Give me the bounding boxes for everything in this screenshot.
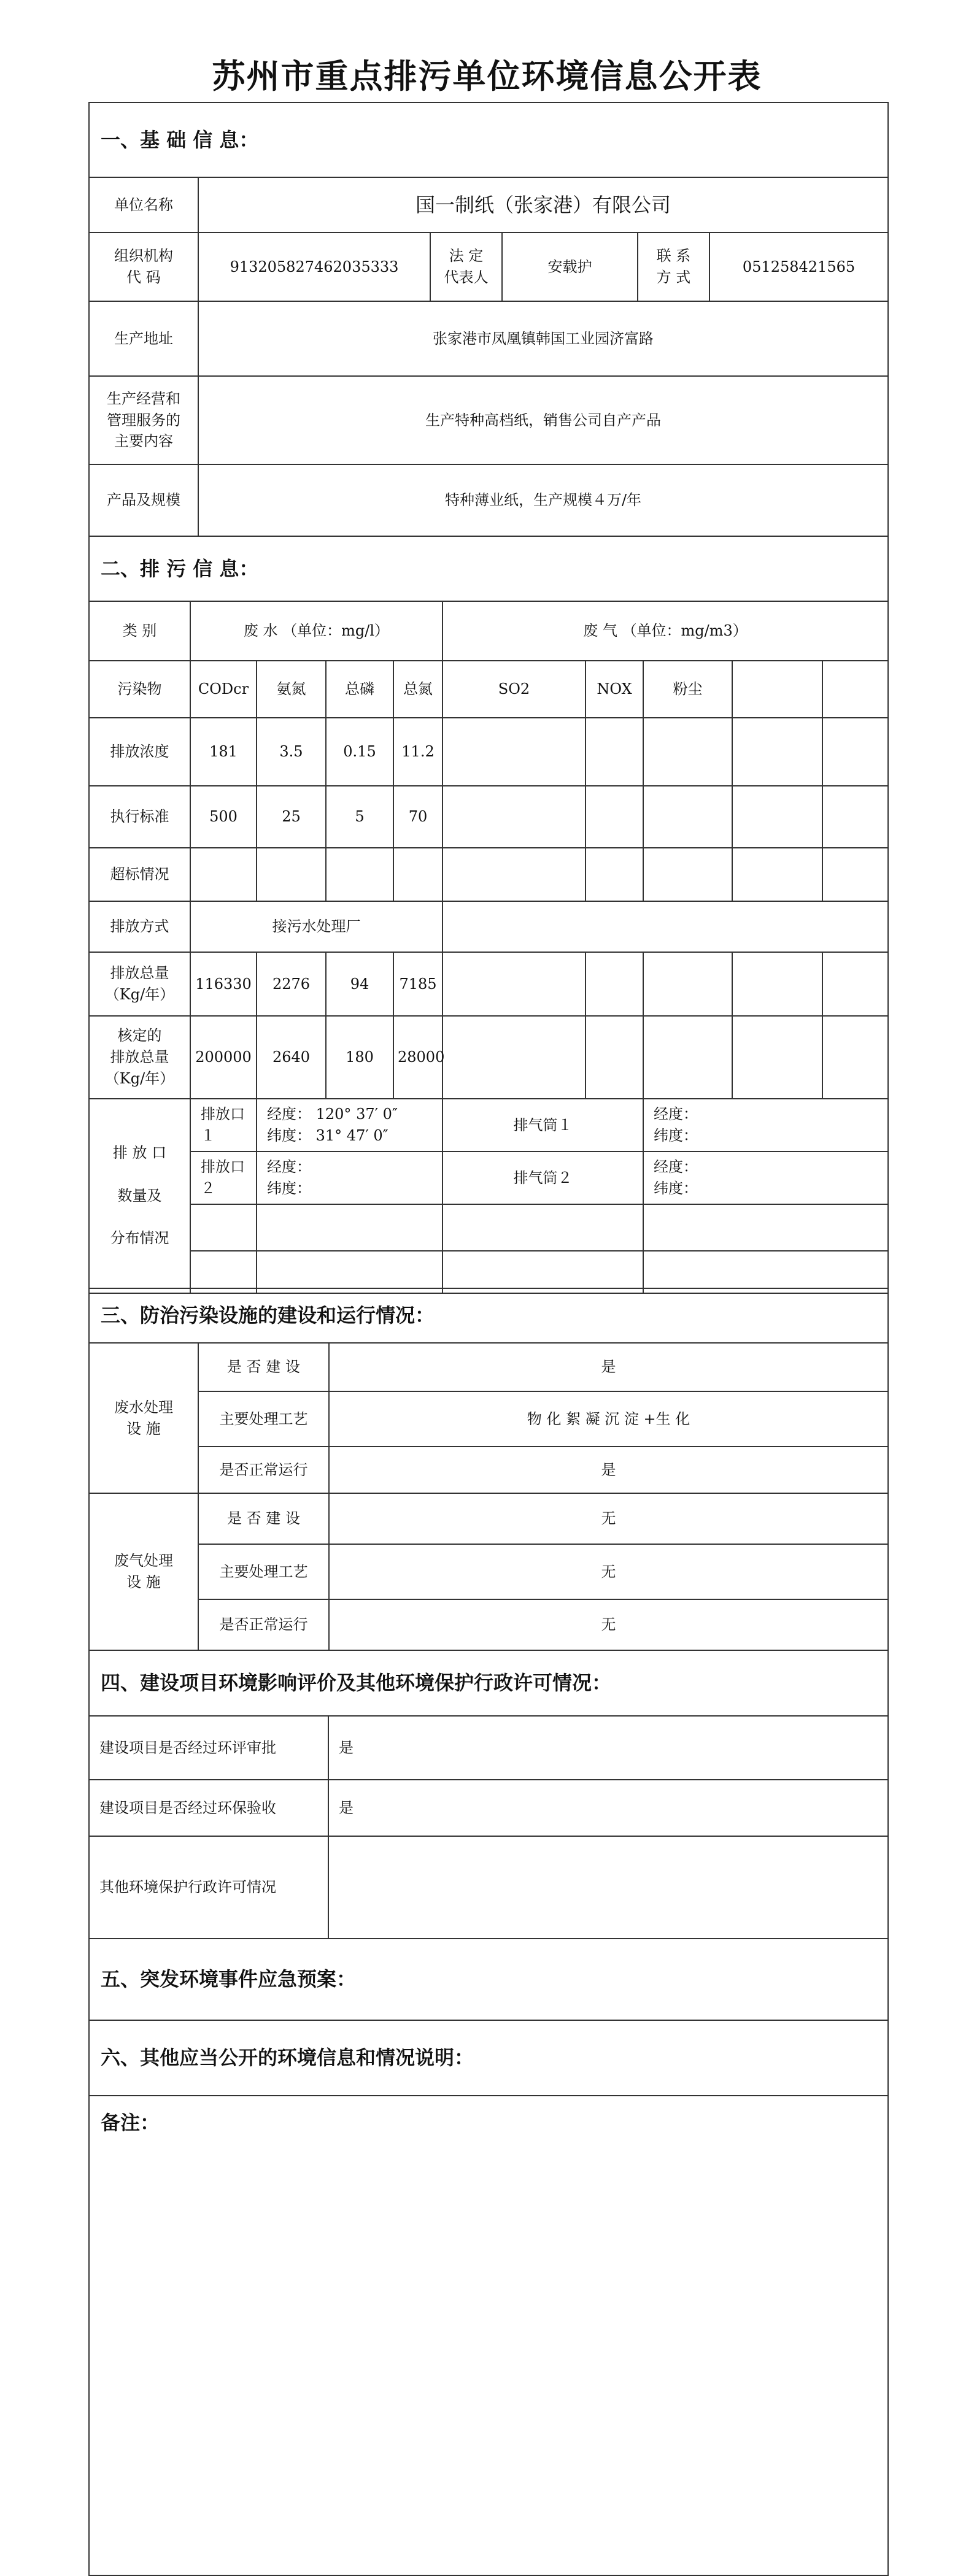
empty-cell xyxy=(732,786,822,848)
total-codcr: 116330 xyxy=(190,952,257,1016)
approved-phosphorus: 180 xyxy=(326,1016,393,1099)
empty-cell xyxy=(257,848,326,901)
empty-cell xyxy=(586,952,643,1016)
pollutant-empty-1 xyxy=(732,661,822,718)
product-label: 产品及规模 xyxy=(89,464,198,536)
outlet-2-name: 排放口２ xyxy=(190,1152,257,1204)
section-heading-emergency: 五、突发环境事件应急预案： xyxy=(89,1939,888,2020)
acceptance-value: 是 xyxy=(328,1780,888,1836)
empty-cell xyxy=(257,1204,443,1251)
method-gas-value xyxy=(443,901,888,952)
pollutant-empty-2 xyxy=(822,661,888,718)
empty-cell xyxy=(643,718,732,786)
other-permit-value xyxy=(328,1836,888,1939)
standard-ammonia: 25 xyxy=(257,786,326,848)
contact-label: 联 系 方 式 xyxy=(638,233,709,301)
other-permit-label: 其他环境保护行政许可情况 xyxy=(89,1836,328,1939)
gas-process-label: 主要处理工艺 xyxy=(198,1544,329,1599)
wastewater-facility-label: 废水处理 设 施 xyxy=(89,1343,198,1493)
empty-cell xyxy=(822,848,888,901)
concentration-phosphorus: 0.15 xyxy=(326,718,393,786)
empty-cell xyxy=(190,1251,257,1293)
empty-cell xyxy=(643,1016,732,1099)
total-phosphorus: 94 xyxy=(326,952,393,1016)
empty-cell xyxy=(822,952,888,1016)
section-heading-basic: 一、基 础 信 息： xyxy=(89,102,888,177)
gas-running-value: 无 xyxy=(329,1599,888,1650)
empty-cell xyxy=(586,786,643,848)
empty-cell xyxy=(443,1204,643,1251)
pollutant-label: 污染物 xyxy=(89,661,190,718)
address-value: 张家港市凤凰镇韩国工业园济富路 xyxy=(198,301,888,376)
standard-nitrogen: 70 xyxy=(393,786,443,848)
gas-running-label: 是否正常运行 xyxy=(198,1599,329,1650)
concentration-ammonia: 3.5 xyxy=(257,718,326,786)
empty-cell xyxy=(822,786,888,848)
exhaust-gas-header: 废 气 （单位：mg/m3） xyxy=(443,601,888,661)
empty-cell xyxy=(822,718,888,786)
empty-cell xyxy=(326,848,393,901)
empty-cell xyxy=(443,952,586,1016)
eia-label: 建设项目是否经过环评审批 xyxy=(89,1716,328,1780)
pollutant-so2: SO2 xyxy=(443,661,586,718)
method-water-value: 接污水处理厂 xyxy=(190,901,443,952)
remarks-section: 备注： xyxy=(89,2096,888,2575)
product-value: 特种薄业纸，生产规模４万/年 xyxy=(198,464,888,536)
business-value: 生产特种高档纸，销售公司自产产品 xyxy=(198,376,888,464)
empty-cell xyxy=(732,848,822,901)
emission-table xyxy=(88,536,889,1294)
water-process-label: 主要处理工艺 xyxy=(198,1391,329,1447)
water-process-value: 物 化 絮 凝 沉 淀 +生 化 xyxy=(329,1391,888,1447)
org-code-value: 913205827462035333 xyxy=(198,233,430,301)
stack-1-name: 排气筒１ xyxy=(443,1099,643,1152)
pollutant-total-nitrogen: 总氮 xyxy=(393,661,443,718)
legal-rep-value: 安载护 xyxy=(502,233,638,301)
approved-nitrogen: 28000 xyxy=(393,1016,443,1099)
concentration-nitrogen: 11.2 xyxy=(393,718,443,786)
outlet-1-coords: 经度： 120° 37′ 0″ 纬度： 31° 47′ 0″ xyxy=(257,1099,443,1152)
empty-cell xyxy=(732,952,822,1016)
pollutant-codcr: CODcr xyxy=(190,661,257,718)
water-built-value: 是 xyxy=(329,1343,888,1391)
gas-process-value: 无 xyxy=(329,1544,888,1599)
approved-codcr: 200000 xyxy=(190,1016,257,1099)
legal-rep-label: 法 定 代表人 xyxy=(430,233,502,301)
standard-codcr: 500 xyxy=(190,786,257,848)
empty-cell xyxy=(586,718,643,786)
water-running-value: 是 xyxy=(329,1447,888,1493)
basic-info-table xyxy=(88,102,889,537)
gas-built-label: 是 否 建 设 xyxy=(198,1493,329,1544)
facilities-table xyxy=(88,1288,889,1651)
pollutant-nox: NOX xyxy=(586,661,643,718)
section-heading-other-info: 六、其他应当公开的环境信息和情况说明： xyxy=(89,2020,888,2096)
address-label: 生产地址 xyxy=(89,301,198,376)
stack-2-coords: 经度： 纬度： xyxy=(643,1152,888,1204)
concentration-codcr: 181 xyxy=(190,718,257,786)
concentration-label: 排放浓度 xyxy=(89,718,190,786)
water-running-label: 是否正常运行 xyxy=(198,1447,329,1493)
empty-cell xyxy=(586,1016,643,1099)
business-label: 生产经营和 管理服务的 主要内容 xyxy=(89,376,198,464)
pollutant-ammonia: 氨氮 xyxy=(257,661,326,718)
empty-cell xyxy=(443,848,586,901)
standard-phosphorus: 5 xyxy=(326,786,393,848)
total-nitrogen: 7185 xyxy=(393,952,443,1016)
empty-cell xyxy=(643,786,732,848)
empty-cell xyxy=(443,1016,586,1099)
empty-cell xyxy=(643,1204,888,1251)
empty-cell xyxy=(643,1251,888,1293)
exceed-label: 超标情况 xyxy=(89,848,190,901)
outlet-2-coords: 经度： 纬度： xyxy=(257,1152,443,1204)
water-built-label: 是 否 建 设 xyxy=(198,1343,329,1391)
section-heading-emission: 二、排 污 信 息： xyxy=(89,536,888,601)
empty-cell xyxy=(643,952,732,1016)
outlet-1-name: 排放口１ xyxy=(190,1099,257,1152)
org-code-label: 组织机构 代 码 xyxy=(89,233,198,301)
stack-2-name: 排气筒２ xyxy=(443,1152,643,1204)
approved-label: 核定的 排放总量 （Kg/年） xyxy=(89,1016,190,1099)
unit-name-label: 单位名称 xyxy=(89,177,198,233)
empty-cell xyxy=(443,1251,643,1293)
permits-table xyxy=(88,1650,889,2576)
empty-cell xyxy=(732,718,822,786)
empty-cell xyxy=(190,1204,257,1251)
unit-name-value: 国一制纸（张家港）有限公司 xyxy=(198,177,888,233)
standard-label: 执行标准 xyxy=(89,786,190,848)
empty-cell xyxy=(643,848,732,901)
empty-cell xyxy=(393,848,443,901)
section-heading-permits: 四、建设项目环境影响评价及其他环境保护行政许可情况： xyxy=(89,1650,888,1716)
pollutant-dust: 粉尘 xyxy=(643,661,732,718)
stack-1-coords: 经度： 纬度： xyxy=(643,1099,888,1152)
acceptance-label: 建设项目是否经过环保验收 xyxy=(89,1780,328,1836)
approved-ammonia: 2640 xyxy=(257,1016,326,1099)
gas-facility-label: 废气处理 设 施 xyxy=(89,1493,198,1650)
method-label: 排放方式 xyxy=(89,901,190,952)
empty-cell xyxy=(732,1016,822,1099)
total-ammonia: 2276 xyxy=(257,952,326,1016)
empty-cell xyxy=(190,848,257,901)
empty-cell xyxy=(257,1251,443,1293)
wastewater-header: 废 水 （单位：mg/l） xyxy=(190,601,443,661)
total-label: 排放总量 （Kg/年） xyxy=(89,952,190,1016)
page-title: 苏州市重点排污单位环境信息公开表 xyxy=(212,57,762,96)
section-heading-facilities: 三、防治污染设施的建设和运行情况： xyxy=(89,1288,888,1343)
gas-built-value: 无 xyxy=(329,1493,888,1544)
empty-cell xyxy=(822,1016,888,1099)
eia-value: 是 xyxy=(328,1716,888,1780)
pollutant-total-phosphorus: 总磷 xyxy=(326,661,393,718)
empty-cell xyxy=(443,786,586,848)
outlet-distribution-label: 排 放 口 数量及 分布情况 xyxy=(89,1099,190,1293)
empty-cell xyxy=(586,848,643,901)
contact-value: 051258421565 xyxy=(709,233,888,301)
category-label: 类 别 xyxy=(89,601,190,661)
empty-cell xyxy=(443,718,586,786)
